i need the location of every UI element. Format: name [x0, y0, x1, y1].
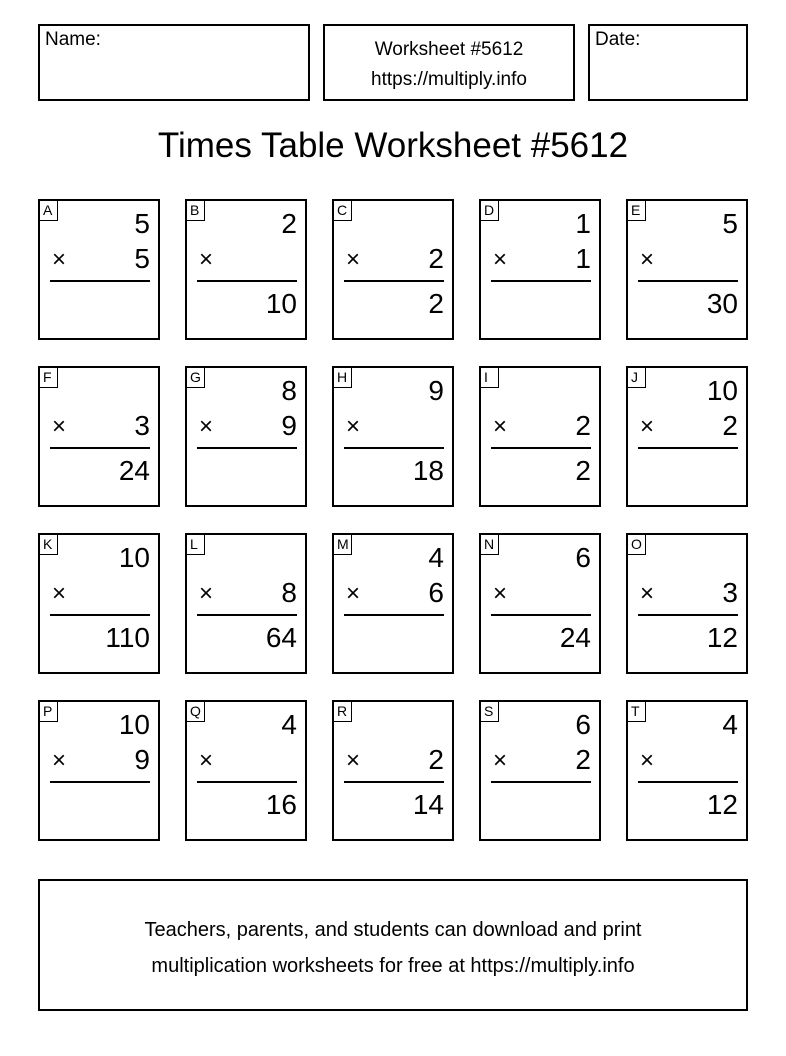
top-number: 10	[118, 542, 150, 573]
problem-label: J	[627, 367, 646, 388]
bottom-number: 2	[575, 410, 591, 441]
answer-value: 12	[706, 622, 738, 653]
answer-line	[491, 280, 591, 282]
top-number: 6	[575, 709, 591, 740]
problem-card	[479, 366, 601, 507]
problem-label: E	[627, 200, 646, 221]
problem-card	[185, 199, 307, 340]
date-label: Date:	[595, 29, 641, 50]
top-number: 5	[134, 208, 150, 239]
times-sign: ×	[199, 246, 214, 273]
worksheet-info-box	[323, 24, 575, 101]
answer-line	[50, 280, 150, 282]
problem-card	[479, 199, 601, 340]
problem-label: B	[186, 200, 205, 221]
bottom-number: 8	[281, 577, 297, 608]
answer-line	[197, 447, 297, 449]
top-number: 9	[428, 375, 444, 406]
times-sign: ×	[346, 747, 361, 774]
date-field[interactable]	[588, 24, 748, 101]
bottom-number: 3	[722, 577, 738, 608]
problem-card	[626, 199, 748, 340]
footer-line-1: Teachers, parents, and students can download and print	[144, 919, 642, 941]
problem-card	[626, 366, 748, 507]
answer-line	[344, 614, 444, 616]
answer-line	[50, 781, 150, 783]
problem-label: N	[480, 534, 499, 555]
bottom-number: 1	[575, 243, 591, 274]
name-field[interactable]	[38, 24, 310, 101]
bottom-number: 2	[428, 243, 444, 274]
times-sign: ×	[640, 580, 655, 607]
problem-label: S	[480, 701, 499, 722]
top-number: 4	[722, 709, 738, 740]
bottom-number: 9	[281, 410, 297, 441]
problem-card	[332, 533, 454, 674]
answer-line	[491, 781, 591, 783]
answer-line	[344, 447, 444, 449]
problem-label: Q	[186, 701, 205, 722]
problem-card	[185, 700, 307, 841]
answer-line	[638, 280, 738, 282]
bottom-number: 2	[575, 744, 591, 775]
answer-value: 30	[706, 288, 738, 319]
problem-card	[38, 700, 160, 841]
problem-label: M	[333, 534, 352, 555]
page-title: Times Table Worksheet #5612	[157, 126, 629, 165]
worksheet-url: https://multiply.info	[371, 69, 527, 90]
answer-line	[638, 781, 738, 783]
times-sign: ×	[52, 413, 67, 440]
top-number: 1	[575, 208, 591, 239]
footer-note	[38, 879, 748, 1011]
problem-card	[332, 199, 454, 340]
times-sign: ×	[493, 580, 508, 607]
answer-value: 2	[575, 455, 591, 486]
problem-card	[185, 366, 307, 507]
answer-value: 2	[428, 288, 444, 319]
problem-card	[332, 700, 454, 841]
answer-line	[638, 447, 738, 449]
problem-label: F	[39, 367, 58, 388]
problem-card	[626, 700, 748, 841]
times-sign: ×	[640, 747, 655, 774]
problem-card	[38, 533, 160, 674]
answer-line	[197, 280, 297, 282]
problem-card	[332, 366, 454, 507]
answer-value: 64	[265, 622, 297, 653]
bottom-number: 5	[134, 243, 150, 274]
answer-value: 14	[412, 789, 444, 820]
times-sign: ×	[640, 413, 655, 440]
answer-value: 16	[265, 789, 297, 820]
problem-label: T	[627, 701, 646, 722]
problem-label: O	[627, 534, 646, 555]
bottom-number: 2	[428, 744, 444, 775]
problem-label: K	[39, 534, 58, 555]
answer-line	[491, 614, 591, 616]
answer-value: 12	[706, 789, 738, 820]
top-number: 10	[118, 709, 150, 740]
problem-card	[185, 533, 307, 674]
answer-line	[50, 447, 150, 449]
problem-label: H	[333, 367, 352, 388]
name-label: Name:	[45, 29, 101, 50]
times-sign: ×	[346, 580, 361, 607]
problem-card	[38, 199, 160, 340]
times-sign: ×	[52, 580, 67, 607]
bottom-number: 3	[134, 410, 150, 441]
top-number: 4	[281, 709, 297, 740]
times-sign: ×	[199, 413, 214, 440]
footer-line-2: multiplication worksheets for free at https://multiply.info	[151, 955, 635, 977]
answer-line	[197, 781, 297, 783]
answer-line	[344, 280, 444, 282]
times-sign: ×	[52, 246, 67, 273]
problem-label: P	[39, 701, 58, 722]
times-sign: ×	[199, 747, 214, 774]
problem-card	[479, 700, 601, 841]
times-sign: ×	[493, 246, 508, 273]
problem-card	[38, 366, 160, 507]
answer-value: 18	[412, 455, 444, 486]
times-sign: ×	[346, 413, 361, 440]
problem-label: A	[39, 200, 58, 221]
top-number: 4	[428, 542, 444, 573]
answer-line	[50, 614, 150, 616]
times-sign: ×	[640, 246, 655, 273]
answer-value: 110	[105, 622, 150, 653]
bottom-number: 9	[134, 744, 150, 775]
worksheet-id: Worksheet #5612	[374, 39, 524, 60]
times-sign: ×	[346, 246, 361, 273]
top-number: 6	[575, 542, 591, 573]
times-sign: ×	[493, 413, 508, 440]
problem-card	[479, 533, 601, 674]
answer-line	[491, 447, 591, 449]
problem-label: D	[480, 200, 499, 221]
top-number: 2	[281, 208, 297, 239]
problem-label: R	[333, 701, 352, 722]
top-number: 8	[281, 375, 297, 406]
times-sign: ×	[199, 580, 214, 607]
times-sign: ×	[493, 747, 508, 774]
answer-value: 10	[265, 288, 297, 319]
answer-value: 24	[118, 455, 150, 486]
answer-line	[197, 614, 297, 616]
problem-label: C	[333, 200, 352, 221]
problem-label: I	[480, 367, 499, 388]
problem-label: G	[186, 367, 205, 388]
problem-label: L	[186, 534, 205, 555]
answer-line	[344, 781, 444, 783]
answer-value: 24	[559, 622, 591, 653]
answer-line	[638, 614, 738, 616]
times-sign: ×	[52, 747, 67, 774]
problem-card	[626, 533, 748, 674]
bottom-number: 6	[428, 577, 444, 608]
bottom-number: 2	[722, 410, 738, 441]
top-number: 10	[706, 375, 738, 406]
top-number: 5	[722, 208, 738, 239]
